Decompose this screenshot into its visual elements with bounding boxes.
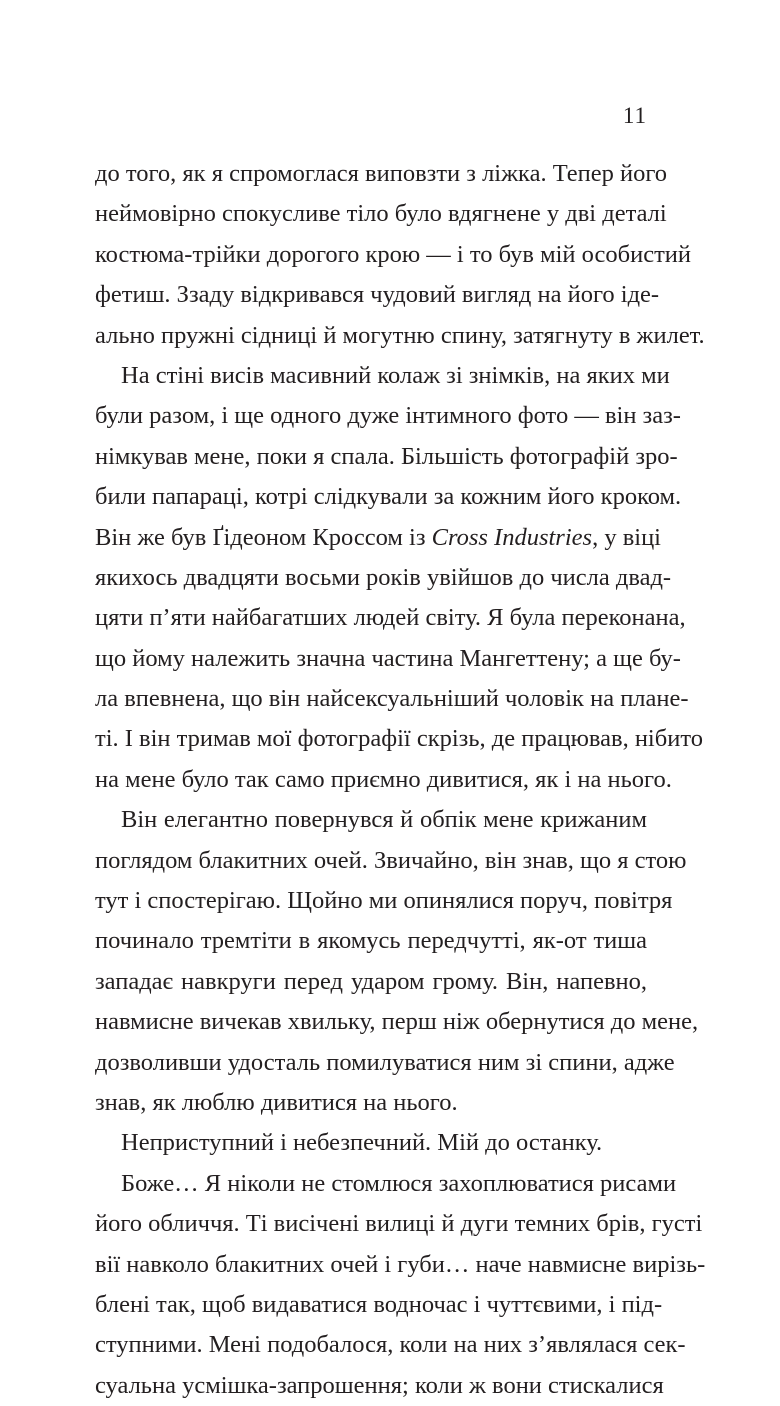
- text-line: западає навкруги перед ударом грому. Він, напевно,: [95, 967, 647, 995]
- text-line: його обличчя. Ті висічені вилиці й дуги темних брів, густі: [95, 1210, 703, 1238]
- text-line: дозволивши удосталь помилуватися ним зі спини, адже: [95, 1048, 675, 1076]
- text-line: ступними. Мені подобалося, коли на них з’являлася сек-: [95, 1331, 686, 1359]
- text-line: костюма-трійки дорогого крою — і то був мій особистий: [95, 240, 692, 268]
- text-line: ла впевнена, що він найсексуальніший чоловік на плане-: [95, 685, 689, 713]
- text-line: до того, як я спромоглася виповзти з ліжка. Тепер його: [95, 160, 668, 187]
- text-line: блені так, щоб видаватися водночас і чуттєвими, і під-: [95, 1290, 663, 1318]
- italic-company-name: Cross Industries: [431, 523, 593, 551]
- text-line: були разом, і ще одного дуже інтимного фото — він заз-: [95, 402, 681, 430]
- text-segment: , у віці: [592, 523, 661, 551]
- paragraph-start-line: Він елегантно повернувся й обпік мене крижаним: [121, 806, 647, 834]
- text-line: на мене було так само приємно дивитися, як і на нього.: [95, 765, 672, 793]
- body-text: [95, 154, 706, 1406]
- text-line: якихось двадцяти восьми років увійшов до числа двад-: [95, 563, 672, 591]
- text-line: ально пружні сідниці й могутню спину, затягнуту в жилет.: [95, 321, 705, 349]
- text-line-with-italic: [95, 518, 661, 558]
- text-line: що йому належить значна частина Мангеттену; а ще бу-: [95, 644, 681, 672]
- text-line: знав, як люблю дивитися на нього.: [95, 1088, 458, 1116]
- text-line: починало тремтіти в якомусь передчутті, як-от тиша: [95, 927, 647, 955]
- paragraph-start-line: На стіні висів масивний колаж зі знімків, на яких ми: [121, 361, 670, 389]
- text-line: цяти п’яти найбагатших людей світу. Я була переконана,: [95, 604, 686, 632]
- paragraph-start-line: Боже… Я ніколи не стомлюся захоплюватися рисами: [121, 1169, 677, 1197]
- text-line: поглядом блакитних очей. Звичайно, він знав, що я стою: [95, 846, 687, 874]
- paragraph-start-line: Неприступний і небезпечний. Мій до останку.: [121, 1129, 603, 1157]
- text-line: тут і спостерігаю. Щойно ми опинялися поруч, повітря: [95, 887, 673, 915]
- page-number: 11: [622, 103, 647, 128]
- text-line: німкував мене, поки я спала. Більшість фотографій зро-: [95, 442, 678, 470]
- text-line: неймовірно спокусливе тіло було вдягнене у дві деталі: [95, 200, 667, 228]
- text-line: ті. І він тримав мої фотографії скрізь, де працював, нібито: [95, 725, 703, 753]
- text-segment: Він же був Ґідеоном Кроссом із: [95, 523, 432, 551]
- text-line: вії навколо блакитних очей і губи… наче навмисне вирізь-: [95, 1250, 706, 1278]
- text-line: фетиш. Ззаду відкривався чудовий вигляд на його іде-: [95, 281, 660, 309]
- text-line: навмисне вичекав хвильку, перш ніж обернутися до мене,: [95, 1008, 699, 1036]
- text-line: били папараці, котрі слідкували за кожним його кроком.: [95, 483, 682, 511]
- text-line: суальна усмішка-запрошення; коли ж вони стискалися: [95, 1371, 664, 1399]
